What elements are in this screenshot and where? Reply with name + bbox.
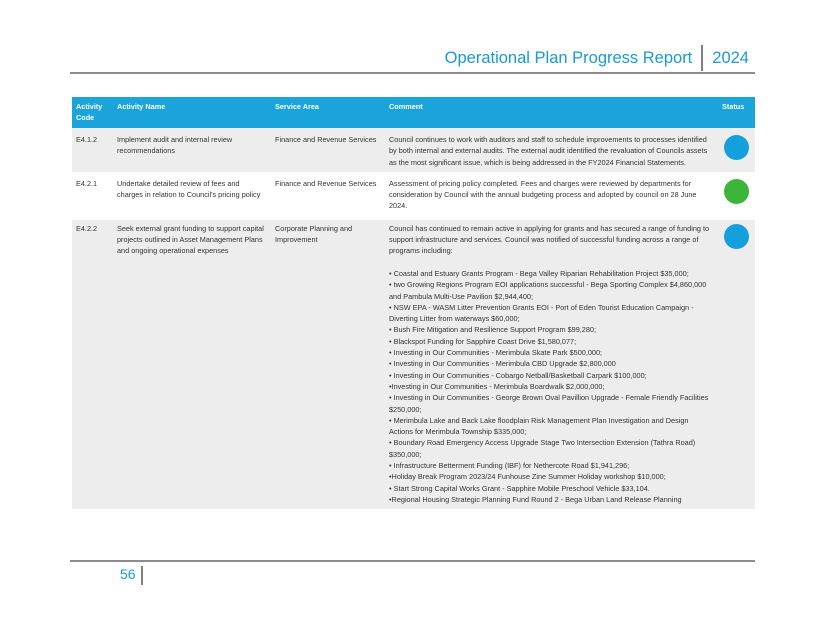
col-header-service: Service Area [271,97,385,128]
status-cell [718,128,755,172]
comment-line: • Investing in Our Communities - Cobargo Netball/Basketball Carpark $100,000; [389,370,647,380]
activity-name: Implement audit and internal review recommendations [113,128,271,172]
activity-code: E4.1.2 [72,128,113,172]
footer-divider [141,566,143,585]
comment-line: • Infrastructure Betterment Funding (IBF) for Nethercote Road $1,941,296; [389,461,630,471]
comment-line: • Merimbula Lake and Back Lake floodplain Risk Management Plan Investigation and Design Actions for Merimbula Township $335,000; [389,415,689,437]
header-rule [70,72,755,74]
comment-line: • Investing in Our Communities - George Brown Oval Pavillion Upgrade - Female Friendly Facilities $250,000; [389,393,709,414]
service-area: Corporate Planning and Improvement [271,220,385,509]
col-header-status: Status [718,97,755,128]
col-header-comment: Comment [385,97,718,128]
activity-code: E4.2.1 [76,178,98,188]
status-indicator [724,135,749,160]
activity-code: E4.2.2 [72,220,113,509]
comment-spacer [389,257,714,268]
comment-line: • NSW EPA - WASM Litter Prevention Grants EOI - Port of Eden Tourist Education Campaign - Diverting Litter from waterways $60,000; [389,302,694,324]
status-indicator [724,224,749,249]
service-area: Finance and Revenue Services [271,128,385,172]
table-header-row [72,97,755,128]
table-row [72,128,755,172]
activity-name: Undertake detailed review of fees and charges in relation to Council's pricing policy [117,178,261,200]
col-header-code: Activity Code [72,97,113,128]
comment-line: • Coastal and Estuary Grants Program - Bega Valley Riparian Rehabilitation Project $35,000; [389,268,689,278]
footer-rule [70,560,755,562]
comment [385,220,718,509]
status-cell [718,220,755,509]
comment-line: •Investing in Our Communities - Merimbula Boardwalk $2,000,000; [389,381,605,391]
report-title: Operational Plan Progress Report [444,48,693,67]
table-row [72,220,755,509]
page-number: 56 [120,566,136,582]
comment: Council continues to work with auditors and staff to schedule improvements to processes identified by both internal and external audits. The external audit identified the revaluation of Councils assets as the most significant issue, which is being addressed in the FY2024 Financial Statements. [385,128,718,172]
report-header [445,44,749,72]
comment-line: • Start Strong Capital Works Grant - Sapphire Mobile Preschool Vehicle $33,104. [389,483,650,493]
status-cell [718,172,755,220]
report-year: 2024 [712,48,749,67]
comment-line: • Blackspot Funding for Sapphire Coast Drive $1,580,077; [389,336,577,346]
comment-line: Council has continued to remain active in applying for grants and has secured a range of funding to support infrastructure and services. Council was notified of successful funding across a range of programs including: [389,223,710,256]
status-indicator [724,179,749,204]
comment-line: • two Growing Regions Program EOI applications successful - Bega Sporting Complex $4,860,000 and Pambula Multi-Use Pavilion $2,944,400; [389,280,707,301]
comment-line: •Regional Housing Strategic Planning Fund Round 2 - Bega Urban Land Release Planning [389,494,682,504]
comment-line: • Investing in Our Communities - Merimbula Skate Park $500,000; [389,348,603,358]
table-row [72,172,755,220]
comment-line: • Bush Fire Mitigation and Resilience Support Program $99,280; [389,325,596,335]
service-area: Finance and Revenue Services [275,178,377,188]
activity-name: Seek external grant funding to support capital projects outlined in Asset Management Plans and ongoing operational expenses [113,220,271,509]
comment-line: • Boundary Road Emergency Access Upgrade Stage Two Intersection Extension (Tathra Road) $350,000; [389,438,696,459]
comment-line: •Holiday Break Program 2023/24 Funhouse Zine Summer Holiday workshop $10,000; [389,472,666,482]
progress-table [72,97,755,509]
comment-line: • Investing in Our Communities - Merimbula CBD Upgrade $2,800,000 [389,359,616,369]
col-header-name: Activity Name [113,97,271,128]
comment: Assessment of pricing policy completed. Fees and charges were reviewed by departments for consideration by Council with the annual budgeting process and adopted by council on 28 June 2024. [389,178,697,211]
